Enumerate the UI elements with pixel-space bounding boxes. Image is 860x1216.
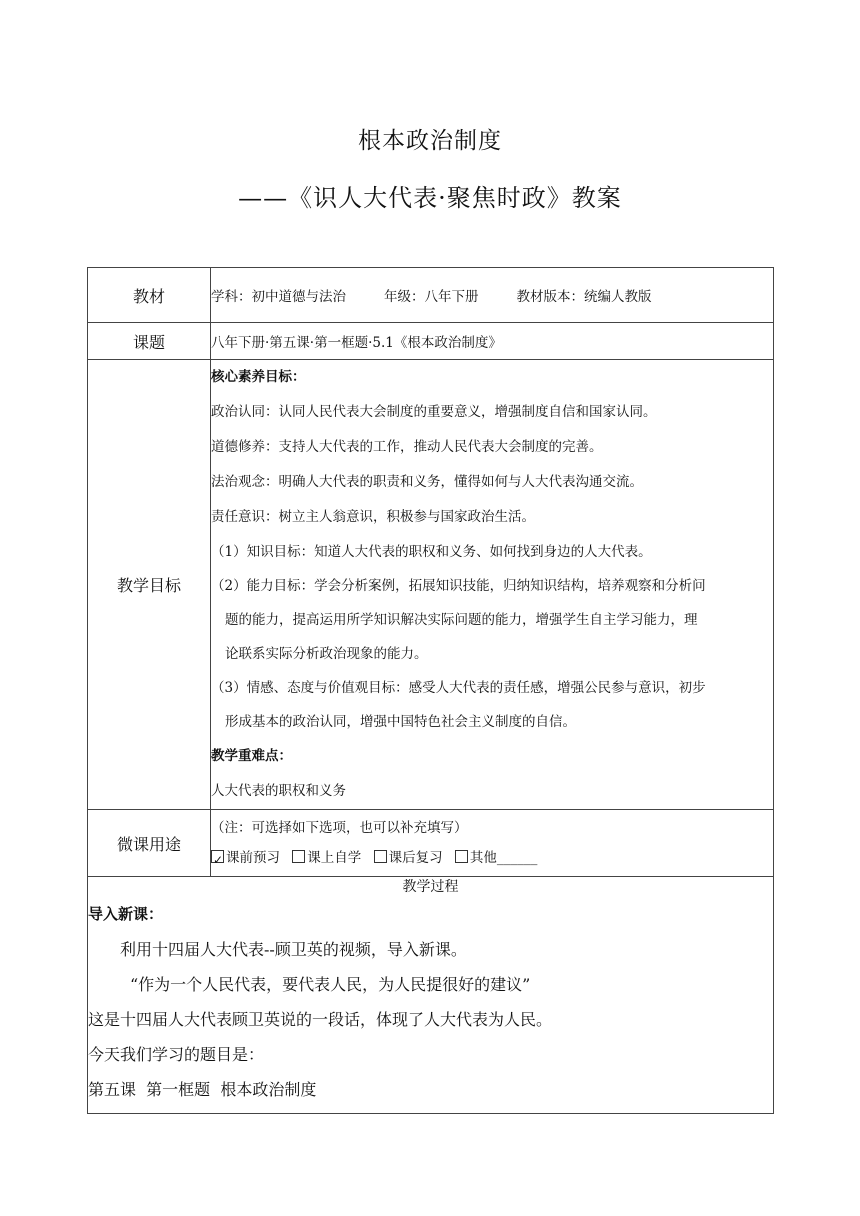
row-micro <box>88 810 774 877</box>
intro-heading: 导入新课： <box>88 905 164 923</box>
option-label: 课上自学 <box>307 850 362 866</box>
objective-text: 知识目标：知道人大代表的职权和义务、如何找到身边的人大代表。 <box>246 544 652 560</box>
option-other[interactable] <box>455 850 538 866</box>
process-cell <box>88 877 774 1114</box>
objective-continuation <box>211 705 773 739</box>
core-heading: 核心素养目标： <box>211 369 306 385</box>
objective-line: 形成基本的政治认同，增强中国特色社会主义制度的自信。 <box>225 714 576 730</box>
objective-line: 题的能力，提高运用所学知识解决实际问题的能力，增强学生自主学习能力，理 <box>225 612 698 628</box>
objective-item <box>211 569 773 603</box>
row-process <box>88 877 774 1114</box>
option-review[interactable] <box>374 850 443 866</box>
micro-note: （注：可选择如下选项，也可以补充填写） <box>211 820 468 836</box>
objective-continuation <box>211 637 773 671</box>
process-line: 利用十四届人大代表--顾卫英的视频，导入新课。 <box>120 940 467 959</box>
key-heading: 教学重难点： <box>211 748 292 764</box>
option-label: 课前预习 <box>226 850 280 866</box>
lesson-plan-table <box>87 267 774 1114</box>
objective-number: （1） <box>211 544 247 560</box>
process-line: “作为一个人民代表，要代表人民，为人民提很好的建议” <box>130 975 531 994</box>
goals-value <box>211 360 774 810</box>
grade-text: 年级：八年下册 <box>384 289 479 305</box>
subject-text: 学科：初中道德与法治 <box>211 289 346 305</box>
option-pre-class[interactable] <box>211 850 280 866</box>
objective-item <box>211 671 773 705</box>
objective-line: 情感、态度与价值观目标：感受人大代表的责任感，增强公民参与意识，初步 <box>246 680 706 696</box>
option-label: 其他______ <box>469 850 538 866</box>
document-subtitle: ——《识人大代表·聚焦时政》教案 <box>238 184 622 212</box>
process-line: 这是十四届人大代表顾卫英说的一段话，体现了人大代表为人民。 <box>88 1010 553 1029</box>
checkbox-icon[interactable] <box>292 850 305 863</box>
core-item: 政治认同：认同人民代表大会制度的重要意义，增强制度自信和国家认同。 <box>211 404 657 420</box>
row-goals <box>88 360 774 810</box>
process-line: 第五课 第一框题 根本政治制度 <box>88 1080 317 1099</box>
option-in-class[interactable] <box>292 850 361 866</box>
objective-line: 论联系实际分析政治现象的能力。 <box>225 646 428 662</box>
label-topic: 课题 <box>88 323 211 360</box>
edition-text: 教材版本：统编人教版 <box>516 289 652 305</box>
core-item: 道德修养：支持人大代表的工作，推动人民代表大会制度的完善。 <box>211 439 603 455</box>
label-material: 教材 <box>88 268 211 323</box>
process-line: 今天我们学习的题目是： <box>88 1045 265 1064</box>
process-heading: 教学过程 <box>402 879 459 895</box>
micro-value <box>211 810 774 877</box>
row-topic <box>88 323 774 360</box>
option-label: 课后复习 <box>388 850 443 866</box>
objective-line: 能力目标：学会分析案例，拓展知识技能，归纳知识结构，培养观察和分析问 <box>246 578 706 594</box>
objective-continuation <box>211 603 773 637</box>
objective-item <box>211 535 773 569</box>
micro-options <box>211 843 773 873</box>
checkbox-checked-icon[interactable] <box>211 850 224 863</box>
row-material <box>88 268 774 323</box>
objective-number: （3） <box>211 680 247 696</box>
core-item: 法治观念：明确人大代表的职责和义务，懂得如何与人大代表沟通交流。 <box>211 474 643 490</box>
label-micro: 微课用途 <box>88 810 211 877</box>
objective-number: （2） <box>211 578 247 594</box>
material-value <box>211 268 774 323</box>
topic-value: 八年下册·第五课·第一框题·5.1《根本政治制度》 <box>211 323 774 360</box>
document-title: 根本政治制度 <box>358 128 502 154</box>
label-goals: 教学目标 <box>88 360 211 810</box>
checkbox-icon[interactable] <box>455 850 468 863</box>
key-value: 人大代表的职权和义务 <box>211 783 346 799</box>
checkbox-icon[interactable] <box>374 850 387 863</box>
objective-text <box>247 569 773 603</box>
core-item: 责任意识：树立主人翁意识，积极参与国家政治生活。 <box>211 509 535 525</box>
